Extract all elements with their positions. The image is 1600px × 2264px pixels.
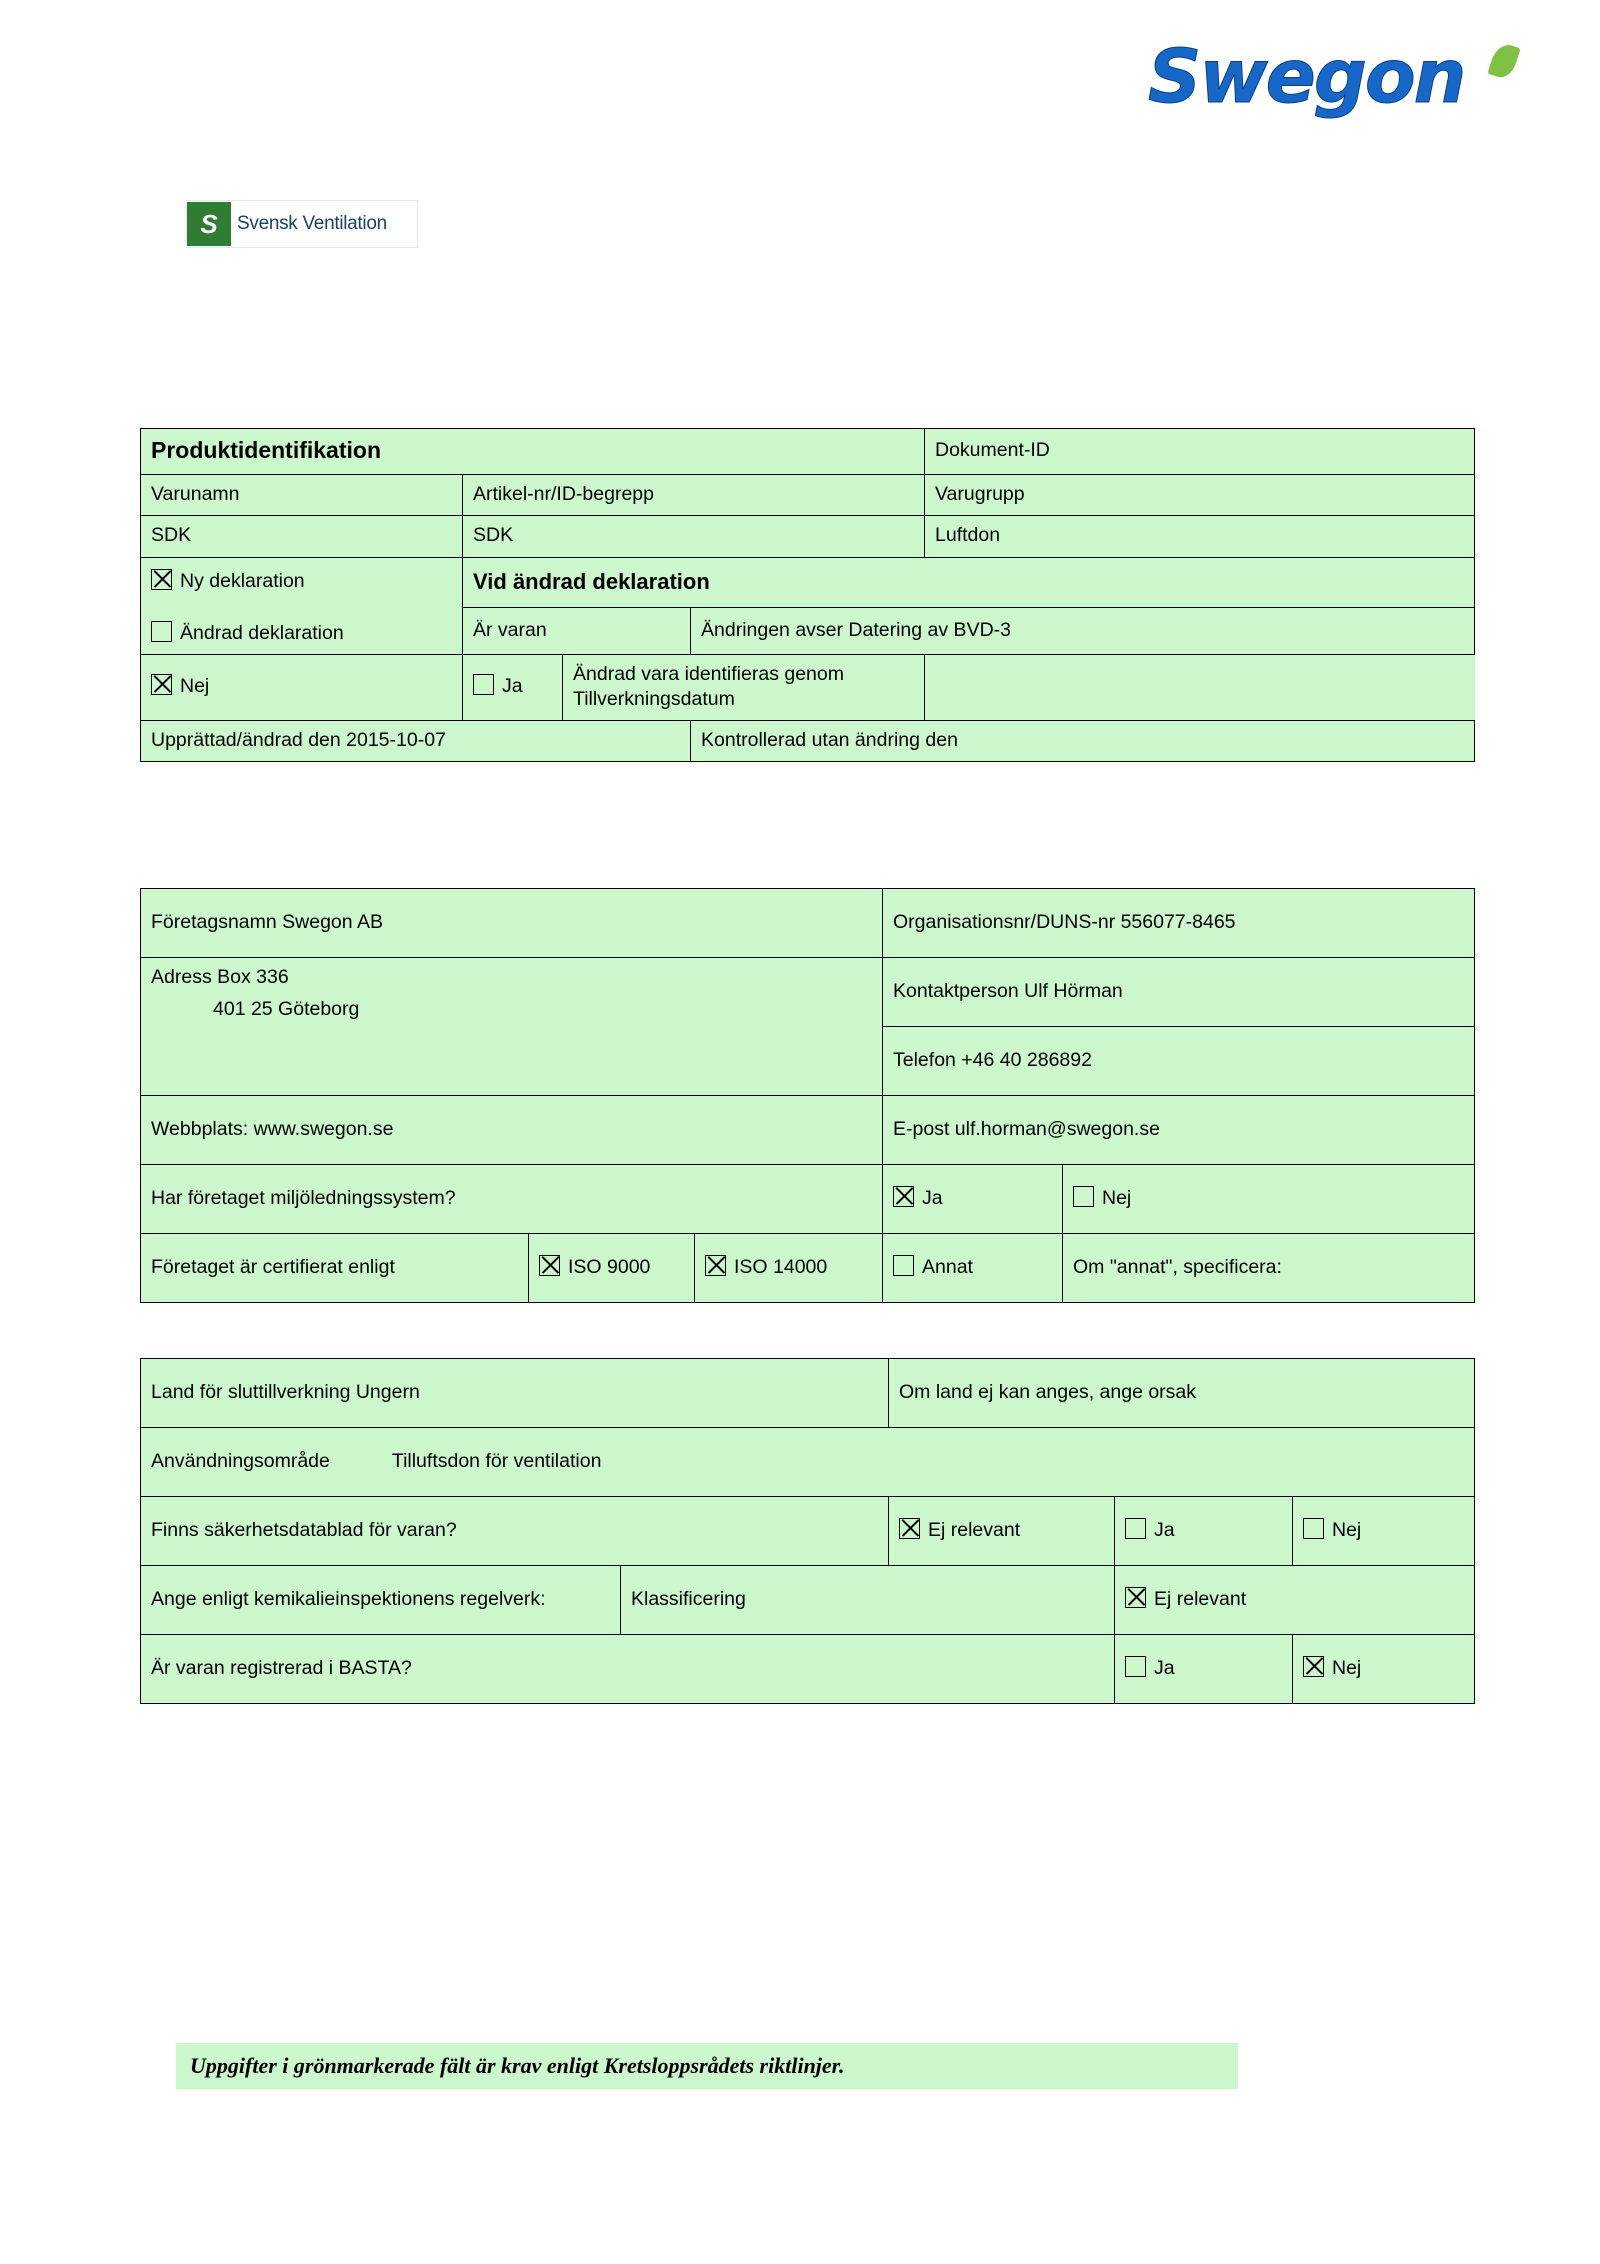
table-row — [141, 721, 1475, 762]
sdb-nej-cell[interactable] — [1293, 1497, 1475, 1566]
swegon-wordmark: Swegon — [1148, 34, 1465, 120]
footer-note — [176, 2043, 1238, 2089]
ar-varan-nej-cell[interactable] — [141, 655, 463, 721]
klassificering-label: Klassificering — [621, 1566, 1115, 1635]
certifierat-label: Företaget är certifierat enligt — [141, 1234, 529, 1303]
miljo-nej-label: Nej — [1102, 1186, 1132, 1209]
adress-line-2: 401 25 Göteborg — [213, 998, 360, 1021]
sdb-ja-cell[interactable] — [1115, 1497, 1293, 1566]
miljo-ja-cell[interactable] — [883, 1165, 1063, 1234]
foretagsnamn-value: Företagsnamn Swegon AB — [141, 889, 883, 958]
andrad-vara-value: Ändrad vara identifieras genom Tillverkningsdatum — [563, 655, 925, 721]
klassificering-ej-relevant-label: Ej relevant — [1154, 1587, 1247, 1610]
andrad-deklaration-checkbox[interactable] — [151, 593, 452, 645]
sakerhetsdatablad-label: Finns säkerhetsdatablad för varan? — [141, 1497, 889, 1566]
usage-information-table — [140, 1358, 1475, 1704]
svensk-ventilation-logo — [186, 200, 418, 248]
epost-value: E-post ulf.horman@swegon.se — [883, 1096, 1475, 1165]
table-row — [141, 1635, 1475, 1704]
ar-varan-ja-label: Ja — [502, 675, 523, 698]
checkbox-checked-icon[interactable] — [1303, 1656, 1324, 1677]
iso14000-label: ISO 14000 — [734, 1255, 828, 1278]
kontrollerad-label: Kontrollerad utan ändring den — [691, 721, 1475, 762]
annat-cell[interactable] — [883, 1234, 1063, 1303]
table-row — [141, 958, 1475, 1027]
organisationsnr-value: Organisationsnr/DUNS-nr 556077-8465 — [883, 889, 1475, 958]
table-row — [141, 1497, 1475, 1566]
product-identification-header: Produktidentifikation — [141, 429, 925, 475]
andringen-avser-value: Ändringen avser Datering av BVD-3 — [691, 608, 1475, 655]
kemikalieinspektionen-label: Ange enligt kemikalieinspektionens regelverk: — [141, 1566, 621, 1635]
table-row — [141, 1428, 1475, 1497]
varugrupp-value: Luftdon — [925, 516, 1475, 557]
checkbox-checked-icon[interactable] — [151, 674, 172, 695]
iso9000-cell[interactable] — [529, 1234, 695, 1303]
adress-cell — [141, 958, 883, 1096]
svensk-ventilation-mark-icon: S — [187, 202, 231, 246]
table-row — [141, 889, 1475, 958]
varunamn-label: Varunamn — [141, 474, 463, 515]
footer-note-text: Uppgifter i grönmarkerade fält är krav enligt Kretsloppsrådets riktlinjer. — [190, 2053, 845, 2078]
upprattad-andrad-value: Upprättad/ändrad den 2015-10-07 — [141, 721, 691, 762]
company-information-table — [140, 888, 1475, 1303]
sdb-ej-relevant-cell[interactable] — [889, 1497, 1115, 1566]
table-row — [141, 1566, 1475, 1635]
anvandningsomrade-value: Tilluftsdon för ventilation — [391, 1449, 602, 1472]
checkbox-unchecked-icon[interactable] — [1073, 1186, 1094, 1207]
andrad-deklaration-label: Ändrad deklaration — [180, 621, 344, 644]
ny-deklaration-label: Ny deklaration — [180, 569, 305, 592]
table-row — [141, 557, 1475, 608]
sdb-nej-label: Nej — [1332, 1518, 1362, 1541]
artikelnr-label: Artikel-nr/ID-begrepp — [463, 474, 925, 515]
miljo-nej-cell[interactable] — [1063, 1165, 1475, 1234]
vid-andrad-deklaration-header: Vid ändrad deklaration — [463, 557, 1475, 608]
table-row — [141, 1234, 1475, 1303]
basta-nej-label: Nej — [1332, 1656, 1362, 1679]
ar-varan-ja-cell[interactable] — [463, 655, 563, 721]
basta-nej-cell[interactable] — [1293, 1635, 1475, 1704]
checkbox-checked-icon[interactable] — [539, 1255, 560, 1276]
checkbox-checked-icon[interactable] — [705, 1255, 726, 1276]
adress-line-1: Adress Box 336 — [151, 966, 289, 988]
telefon-value: Telefon +46 40 286892 — [883, 1027, 1475, 1096]
varugrupp-label: Varugrupp — [925, 474, 1475, 515]
anvandningsomrade-label: Användningsområde — [151, 1449, 330, 1472]
iso9000-label: ISO 9000 — [568, 1255, 651, 1278]
basta-ja-cell[interactable] — [1115, 1635, 1293, 1704]
checkbox-unchecked-icon[interactable] — [151, 621, 172, 642]
ar-varan-label: Är varan — [463, 608, 691, 655]
table-row — [141, 516, 1475, 557]
ar-varan-nej-label: Nej — [180, 675, 210, 698]
kontaktperson-value: Kontaktperson Ulf Hörman — [883, 958, 1475, 1027]
table-row — [141, 655, 1475, 721]
product-identification-table — [140, 428, 1475, 762]
basta-ja-label: Ja — [1154, 1656, 1175, 1679]
table-row — [141, 474, 1475, 515]
annat-label: Annat — [922, 1255, 973, 1278]
webbplats-value: Webbplats: www.swegon.se — [141, 1096, 883, 1165]
klassificering-ej-relevant-cell[interactable] — [1115, 1566, 1475, 1635]
sdb-ja-label: Ja — [1154, 1518, 1175, 1541]
anvandningsomrade-cell — [141, 1428, 1475, 1497]
om-land-label: Om land ej kan anges, ange orsak — [889, 1359, 1475, 1428]
table-row — [141, 429, 1475, 475]
om-annat-label: Om "annat", specificera: — [1063, 1234, 1475, 1303]
miljo-ja-label: Ja — [922, 1186, 943, 1209]
basta-label: Är varan registrerad i BASTA? — [141, 1635, 1115, 1704]
checkbox-unchecked-icon[interactable] — [1125, 1656, 1146, 1677]
svensk-ventilation-label: Svensk Ventilation — [237, 213, 387, 234]
checkbox-checked-icon[interactable] — [151, 569, 172, 590]
checkbox-checked-icon[interactable] — [1125, 1587, 1146, 1608]
checkbox-checked-icon[interactable] — [893, 1186, 914, 1207]
land-sluttillverkning-value: Land för sluttillverkning Ungern — [141, 1359, 889, 1428]
varunamn-value: SDK — [141, 516, 463, 557]
iso14000-cell[interactable] — [695, 1234, 883, 1303]
checkbox-checked-icon[interactable] — [899, 1518, 920, 1539]
ny-deklaration-checkbox[interactable] — [151, 565, 452, 593]
table-row — [141, 1359, 1475, 1428]
document-id-header: Dokument-ID — [925, 429, 1475, 475]
artikelnr-value: SDK — [463, 516, 925, 557]
miljoledningssystem-label: Har företaget miljöledningssystem? — [141, 1165, 883, 1234]
checkbox-unchecked-icon[interactable] — [1125, 1518, 1146, 1539]
checkbox-unchecked-icon[interactable] — [893, 1255, 914, 1276]
checkbox-unchecked-icon[interactable] — [1303, 1518, 1324, 1539]
swegon-logo — [1148, 34, 1518, 140]
table-row — [141, 1165, 1475, 1234]
sdb-ej-relevant-label: Ej relevant — [928, 1518, 1021, 1541]
table-row — [141, 1096, 1475, 1165]
checkbox-unchecked-icon[interactable] — [473, 674, 494, 695]
